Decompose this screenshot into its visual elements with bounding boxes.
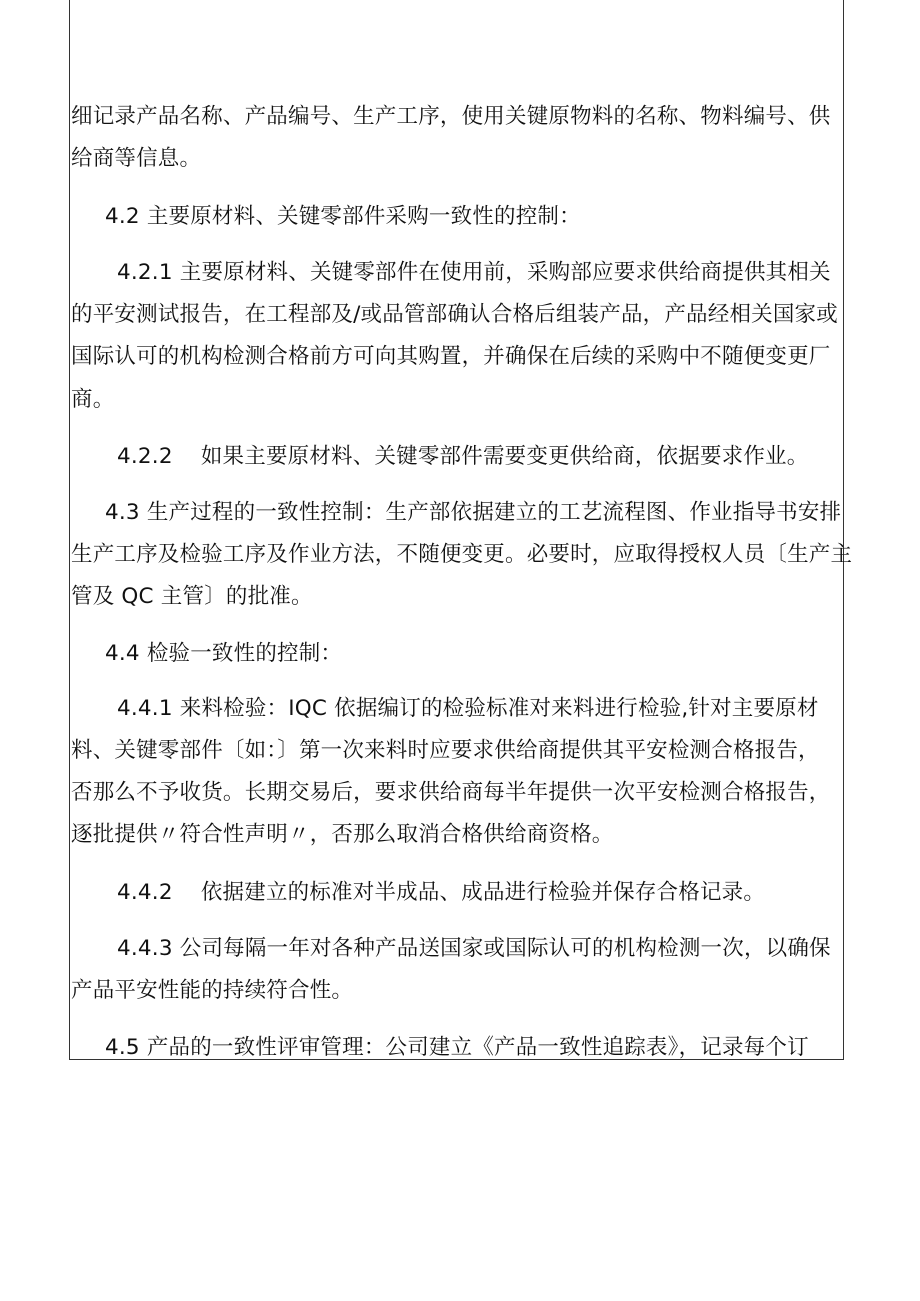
text-line: 料、关键零部件〔如：〕第一次来料时应要求供给商提供其平安检测合格报告， [71, 738, 820, 763]
text-line: 生产工序及检验工序及作业方法，不随便变更。必要时，应取得授权人员〔生产主 [71, 542, 853, 567]
section-heading-4-5: 4.5 产品的一致性评审管理：公司建立《产品一致性追踪表》，记录每个订 [105, 1035, 809, 1060]
text-line: 否那么不予收货。长期交易后，要求供给商每半年提供一次平安检测合格报告， [71, 780, 831, 805]
text-line: 4.4.2 依据建立的标准对半成品、成品进行检验并保存合格记录。 [117, 880, 766, 905]
text-line: 给商等信息。 [71, 146, 202, 171]
text-line: 产品平安性能的持续符合性。 [71, 978, 354, 1003]
text-line: 的平安测试报告，在工程部及/或品管部确认合格后组装产品，产品经相关国家或 [71, 302, 838, 327]
section-heading-4-4: 4.4 检验一致性的控制： [105, 641, 343, 666]
text-line: 商。 [71, 387, 115, 412]
text-line: 细记录产品名称、产品编号、生产工序，使用关键原物料的名称、物料编号、供 [71, 104, 831, 129]
section-heading-4-2: 4.2 主要原材料、关键零部件采购一致性的控制： [105, 204, 581, 229]
text-line: 管及 QC 主管〕的批准。 [71, 584, 313, 609]
text-line: 4.2.1 主要原材料、关键零部件在使用前，采购部应要求供给商提供其相关 [117, 260, 831, 285]
section-heading-4-3: 4.3 生产过程的一致性控制：生产部依据建立的工艺流程图、作业指导书安排 [105, 500, 842, 525]
text-line: 4.2.2 如果主要原材料、关键零部件需要变更供给商，依据要求作业。 [117, 444, 809, 469]
text-line: 国际认可的机构检测合格前方可向其购置，并确保在后续的采购中不随便变更厂 [71, 344, 831, 369]
text-line: 4.4.1 来料检验：IQC 依据编订的检验标准对来料进行检验,针对主要原材 [117, 696, 819, 721]
text-line: 4.4.3 公司每隔一年对各种产品送国家或国际认可的机构检测一次，以确保 [117, 936, 831, 961]
text-line: 逐批提供〃符合性声明〃，否那么取消合格供给商资格。 [71, 822, 614, 847]
